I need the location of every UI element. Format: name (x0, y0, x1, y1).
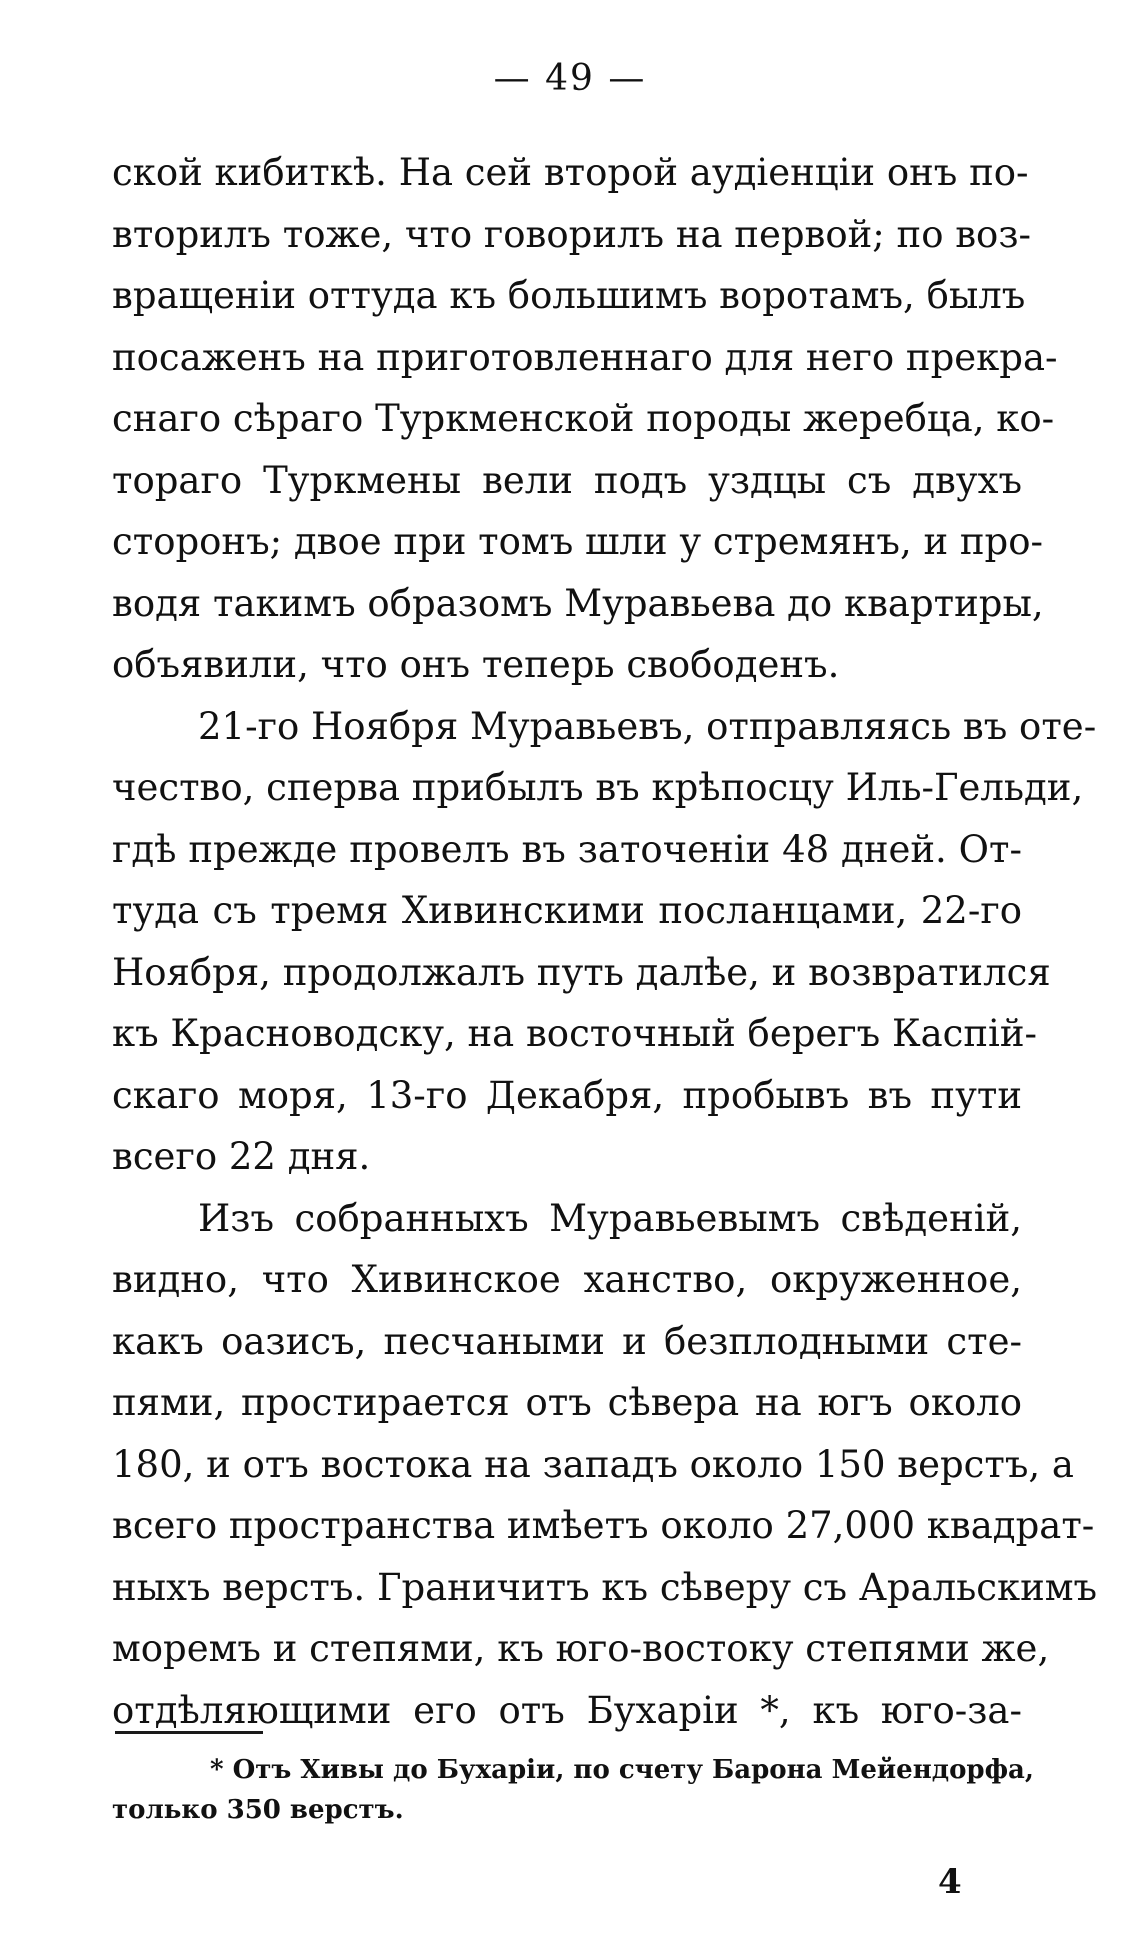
text-line-9: объявили, что онъ теперь свободенъ. (112, 643, 840, 686)
text-line-10: 21-го Ноября Муравьевъ, отправляясь въ оте- (198, 704, 1097, 748)
text-line-1: ской кибиткѣ. На сей второй аудіенціи онъ по- (112, 151, 1029, 194)
text-line-13: туда съ тремя Хивинскими посланцами, 22-го (112, 889, 1022, 932)
footnote (112, 1750, 1034, 1830)
text-line-20: какъ оазисъ, песчаными и безплодными сте- (112, 1319, 1022, 1363)
text-line-7: сторонъ; двое при томъ шли у стремянъ, и про- (112, 520, 1044, 563)
text-line-21: пями, простирается отъ сѣвера на югъ около (112, 1381, 1022, 1424)
text-line-17: всего 22 дня. (112, 1135, 371, 1178)
text-line-14: Ноября, продолжалъ путь далѣе, и возвратился (112, 950, 1051, 994)
text-line-25: моремъ и степями, къ юго-востоку степями же, (112, 1627, 1050, 1670)
text-line-8: водя такимъ образомъ Муравьева до квартиры, (112, 581, 1044, 625)
text-line-23: всего пространства имѣетъ около 27,000 квадрат- (112, 1504, 1095, 1547)
footnote-divider (115, 1731, 263, 1734)
body-text (112, 142, 1098, 1741)
text-line-11: чество, сперва прибылъ въ крѣпосцу Иль-Гельди, (112, 766, 1084, 809)
text-line-16: скаго моря, 13-го Декабря, пробывъ въ пути (112, 1073, 1022, 1117)
text-line-12: гдѣ прежде провелъ въ заточеніи 48 дней. От- (112, 827, 1022, 871)
text-line-26: отдѣляющими его отъ Бухаріи *, къ юго-за- (112, 1688, 1022, 1732)
text-line-24: ныхъ верстъ. Граничитъ къ сѣверу съ Аральскимъ (112, 1565, 1098, 1609)
text-line-4: посаженъ на приготовленнаго для него прекра- (112, 335, 1058, 379)
text-line-3: вращеніи оттуда къ большимъ воротамъ, былъ (112, 274, 1026, 317)
text-line-18: Изъ собранныхъ Муравьевымъ свѣденій, (198, 1196, 1022, 1240)
footnote-line-1: * Отъ Хивы до Бухаріи, по счету Барона Мейендорфа, (210, 1755, 1034, 1785)
text-line-6: тораго Туркмены вели подъ уздцы съ двухъ (112, 458, 1022, 502)
text-line-5: снаго сѣраго Туркменской породы жеребца, ко- (112, 397, 1055, 440)
signature-mark: 4 (938, 1862, 962, 1902)
footnote-line-2: только 350 верстъ. (112, 1795, 404, 1825)
text-line-15: къ Красноводску, на восточный берегъ Каспій- (112, 1012, 1038, 1055)
text-line-19: видно, что Хивинское ханство, окруженное, (112, 1258, 1022, 1301)
text-line-2: вторилъ тоже, что говорилъ на первой; по воз- (112, 212, 1032, 256)
text-line-22: 180, и отъ востока на западъ около 150 верстъ, а (112, 1442, 1074, 1486)
page-number: — 49 — (493, 58, 647, 99)
